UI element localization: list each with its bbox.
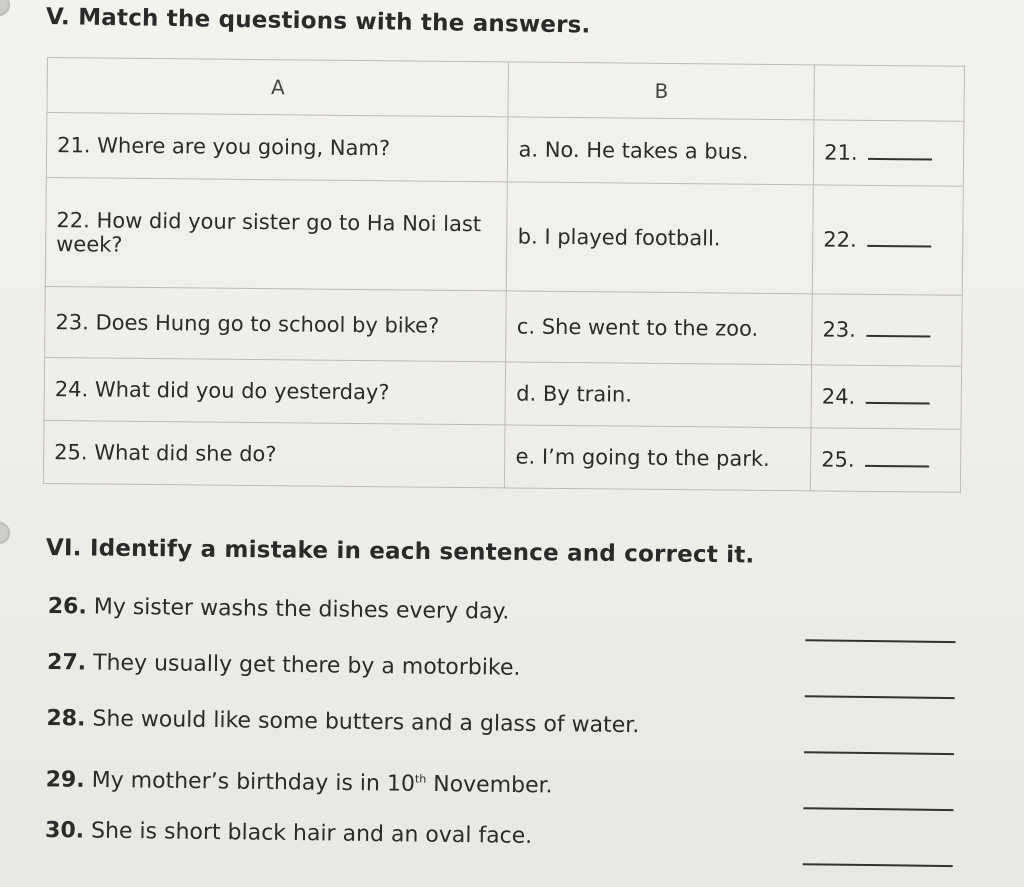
answer-blank[interactable] [865,449,929,468]
correction-blank[interactable] [805,695,955,699]
matching-table [43,57,965,493]
column-answer-header [814,65,964,121]
blank-number: 22. [823,227,857,252]
blank-number: 25. [821,447,855,472]
sentence-number: 28. [46,705,86,732]
sentence-text-before: My mother’s birthday is in 10 [91,767,416,797]
question-cell: 22. How did your sister go to Ha Noi last week? [45,177,507,290]
sentence-number: 27. [46,649,87,676]
answer-blank[interactable] [865,386,929,405]
answer-cell: d. By train. [505,362,811,428]
answer-blank[interactable] [866,319,930,338]
question-cell: 24. What did you do yesterday? [44,357,506,424]
blank-cell [811,365,962,429]
binder-hole [0,0,10,16]
answer-cell: a. No. He takes a bus. [508,117,814,185]
table-header-row [47,58,964,122]
table-row [43,420,961,492]
correction-blank[interactable] [805,639,955,643]
table-row [45,177,963,295]
question-cell: 25. What did she do? [43,420,505,487]
blank-number: 23. [822,317,857,342]
sentence-text-after: November. [426,771,553,799]
answer-blank[interactable] [868,142,932,161]
question-cell: 21. Where are you going, Nam? [46,113,508,182]
table-row [44,357,962,429]
section-5-title: V. Match the questions with the answers. [45,4,591,39]
sentence-list [45,592,978,883]
correction-blank[interactable] [803,807,953,811]
blank-cell [813,120,964,186]
answer-cell: e. I’m going to the park. [505,425,811,491]
blank-cell [812,294,963,366]
table-row [46,113,964,187]
answer-blank[interactable] [867,229,931,248]
blank-cell [812,185,963,295]
blank-number: 21. [824,140,858,165]
section-6-title: VI. Identify a mistake in each sentence and correct it. [45,535,755,569]
question-cell: 23. Does Hung go to school by bike? [45,286,507,361]
binder-hole [0,522,10,544]
list-item [45,816,976,883]
column-b-header: B [508,62,814,120]
sentence-number: 26. [47,593,87,620]
sentence-text: My sister washs the dishes every day. [93,594,510,625]
correction-blank[interactable] [803,863,953,867]
answer-cell: b. I played football. [507,182,814,294]
sentence-text: She is short black hair and an oval face. [90,818,533,849]
correction-blank[interactable] [804,751,954,755]
sentence-text: They usually get there by a motorbike. [92,650,521,681]
sentence-text: She would like some butters and a glass of water. [92,706,640,739]
ordinal-suffix: th [414,772,427,786]
blank-cell [810,428,961,492]
blank-number: 24. [821,384,856,409]
column-a-header: A [47,58,509,117]
sentence-number: 29. [45,767,85,793]
sentence-number: 30. [44,817,85,844]
answer-cell: c. She went to the zoo. [506,291,812,365]
table-row [45,286,963,366]
